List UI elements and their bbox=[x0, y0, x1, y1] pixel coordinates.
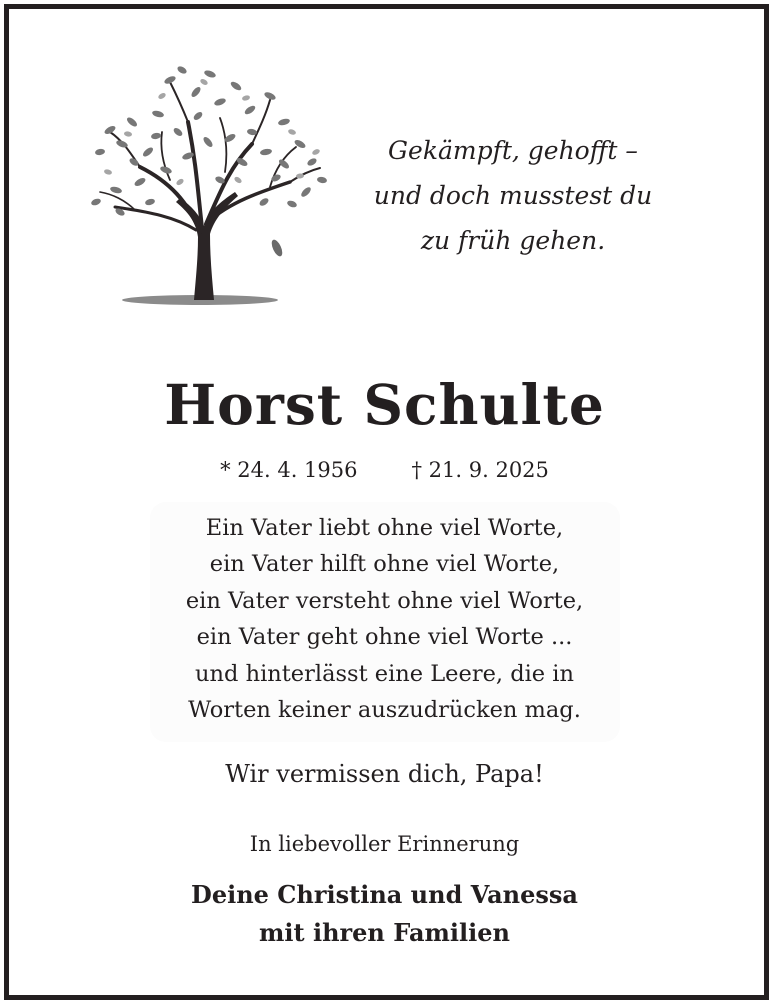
poem-line: und hinterlässt eine Leere, die in bbox=[195, 660, 574, 687]
missing-line: Wir vermissen dich, Papa! bbox=[225, 760, 544, 788]
signer-line: mit ihren Familien bbox=[259, 918, 510, 947]
poem-line: ein Vater geht ohne viel Worte ... bbox=[196, 624, 573, 651]
memory-line: In liebevoller Erinnerung bbox=[249, 832, 520, 856]
quote-line: zu früh gehen. bbox=[420, 226, 606, 255]
deceased-name: Horst Schulte bbox=[164, 372, 605, 437]
poem-line: Worten keiner auszudrücken mag. bbox=[188, 697, 581, 724]
birth-date: * 24. 4. 1956 bbox=[220, 458, 358, 482]
signer-line: Deine Christina und Vanessa bbox=[191, 880, 578, 909]
life-dates bbox=[0, 458, 769, 482]
death-date: † 21. 9. 2025 bbox=[411, 458, 549, 482]
signers bbox=[0, 876, 769, 952]
poem-line: Ein Vater liebt ohne viel Worte, bbox=[205, 515, 564, 541]
poem-line: ein Vater hilft ohne viel Worte, bbox=[209, 551, 560, 578]
poem bbox=[0, 510, 769, 728]
tree-illustration-icon bbox=[70, 52, 330, 312]
poem-line: ein Vater versteht ohne viel Worte, bbox=[185, 587, 584, 614]
memorial-quote bbox=[358, 128, 668, 263]
quote-line: und doch musstest du bbox=[373, 181, 653, 210]
quote-line: Gekämpft, gehofft – bbox=[388, 136, 638, 165]
